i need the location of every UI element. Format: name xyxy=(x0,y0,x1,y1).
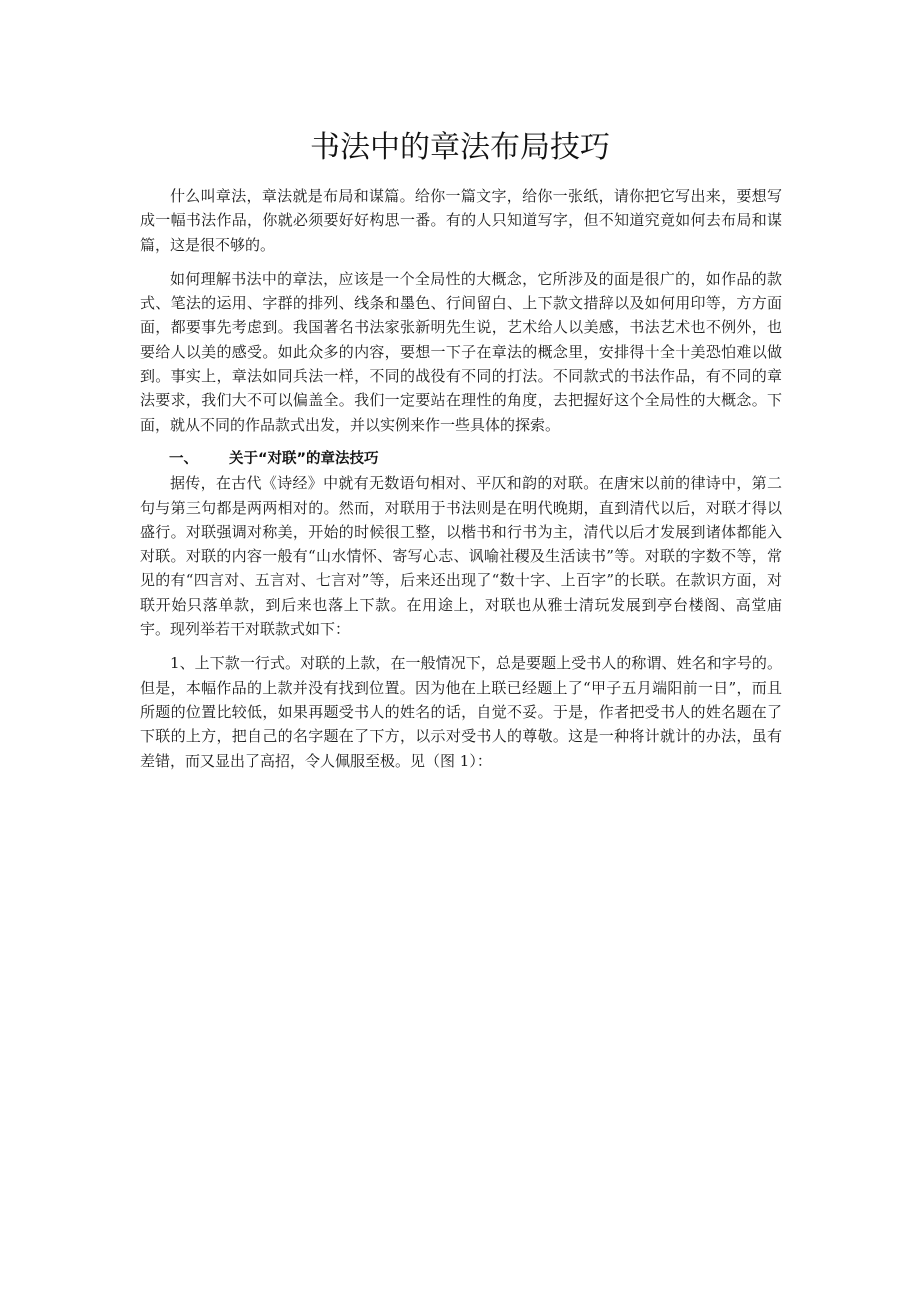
section-number: 一、 xyxy=(169,450,198,467)
intro-paragraph-1: 什么叫章法，章法就是布局和谋篇。给你一篇文字，给你一张纸，请你把它写出来，要想写成一幅书法作品，你就必须要好好构思一番。有的人只知道写字，但不知道究竟如何去布局和谋篇，这是很不够的。 xyxy=(140,187,782,254)
section-paragraph-1: 据传，在古代《诗经》中就有无数语句相对、平仄和韵的对联。在唐宋以前的律诗中，第二句与第三句都是两两相对的。然而，对联用于书法则是在明代晚期，直到清代以后，对联才得以盛行。对联强调对称美，开始的时候很工整，以楷书和行书为主，清代以后才发展到诸体都能入对联。对联的内容一般有“山水情怀、寄写心志、讽喻社稷及生活读书”等。对联的字数不等，常见的有“四言对、五言对、七言对”等，后来还出现了“数十字、上百字”的长联。在款识方面，对联开始只落单款，到后来也落上下款。在用途上，对联也从雅士清玩发展到亭台楼阁、高堂庙宇。现列举若干对联款式如下： xyxy=(140,474,782,639)
section-paragraph-2: 1、上下款一行式。对联的上款，在一般情况下，总是要题上受书人的称谓、姓名和字号的。但是，本幅作品的上款并没有找到位置。因为他在上联已经题上了“甲子五月端阳前一日”，而且所题的位置比较低，如果再题受书人的姓名的话，自觉不妥。于是，作者把受书人的姓名题在了下联的上方，把自己的名字题在了下方，以示对受书人的尊敬。这是一种将计就计的办法，虽有差错，而又显出了高招，令人佩服至极。见（图 1）： xyxy=(140,654,782,770)
section-title: 关于“对联”的章法技巧 xyxy=(229,450,379,467)
section-heading xyxy=(140,447,782,471)
document-body xyxy=(140,184,782,773)
intro-paragraph-2: 如何理解书法中的章法，应该是一个全局性的大概念，它所涉及的面是很广的，如作品的款式、笔法的运用、字群的排列、线条和墨色、行间留白、上下款文措辞以及如何用印等，方方面面，都要事先考虑到。我国著名书法家张新明先生说，艺术给人以美感，书法艺术也不例外，也要给人以美的感受。如此众多的内容，要想一下子在章法的概念里，安排得十全十美恐怕难以做到。事实上，章法如同兵法一样，不同的战役有不同的打法。不同款式的书法作品，有不同的章法要求，我们大不可以偏盖全。我们一定要站在理性的角度，去把握好这个全局性的大概念。下面，就从不同的作品款式出发，并以实例来作一些具体的探索。 xyxy=(140,269,782,434)
document-title: 书法中的章法布局技巧 xyxy=(310,130,610,165)
